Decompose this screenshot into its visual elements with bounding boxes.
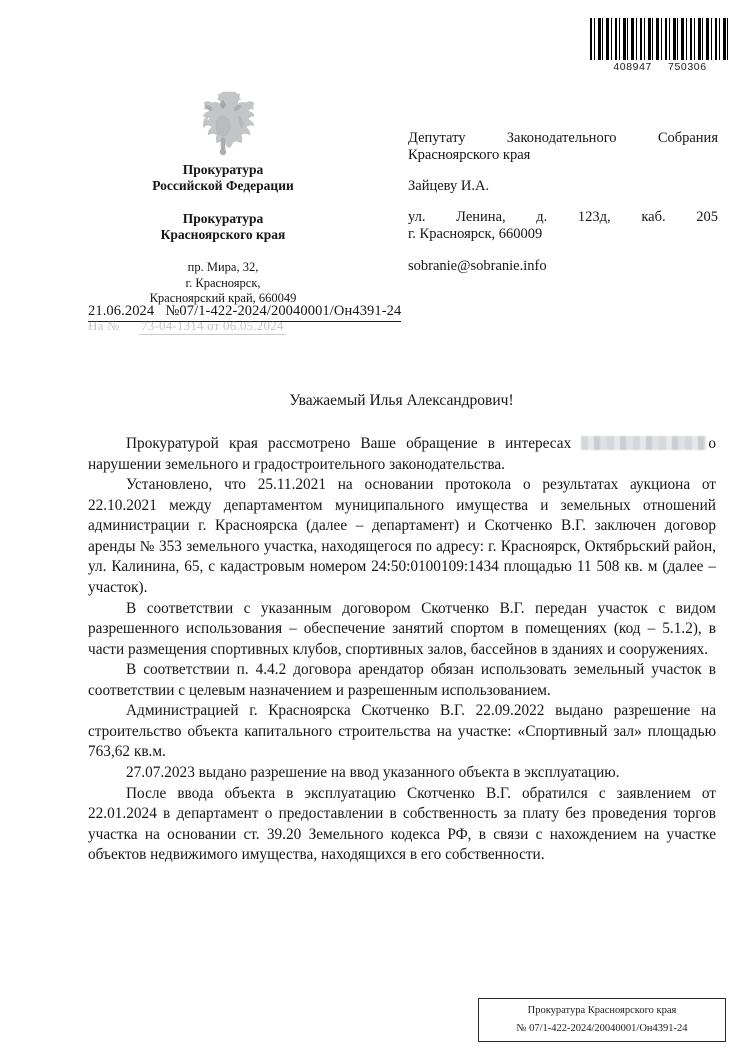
barcode-block	[590, 18, 730, 73]
russian-coat-of-arms-icon	[192, 86, 254, 156]
addressee-block	[408, 130, 718, 275]
reply-to-number: 73-04-1314 от 06.05.2024	[141, 318, 284, 333]
letterhead-org-line3: Прокуратура	[182, 210, 264, 226]
stamp-organization: Прокуратура Красноярского края	[527, 1005, 677, 1016]
letterhead-org-line2: Российской Федерации	[152, 178, 294, 194]
letterhead	[88, 86, 358, 307]
reference-date: 21.06.2024	[88, 303, 155, 319]
addressee-spacer-3	[408, 244, 718, 258]
letterhead-org-primary	[88, 162, 358, 195]
reply-to-label: На №	[88, 318, 120, 333]
barcode-right-digits: 750306	[668, 61, 707, 73]
body-paragraph-7: После ввода объекта в эксплуатацию Скотченко В.Г. обратился с заявлением от 22.01.2024 в департамент о предоставлении в собственность за плату без проведения торгов участка на основании ст. 39.20 Земельного кодекса РФ, в связи с нахождением на участке объектов недвижимого имущества, находящихся в его собственности.	[88, 784, 716, 864]
body-paragraph-2: Установлено, что 25.11.2021 на основании протокола о результатах аукциона от 22.10.2021 между департаментом муниципального имущества и земельных отношений администрации г. Красноярска (далее – департамент) и Скотченко В.Г. заключен договор аренды № 353 земельного участка, находящегося по адресу: г. Красноярск, Октябрьский район, ул. Калинина, 65, с кадастровым номером 24:50:0100109:1434 площадью 11 508 кв. м (далее – участок).	[88, 476, 716, 596]
letterhead-address-line1: пр. Мира, 32,	[187, 259, 259, 274]
body-paragraph-1-part1: Прокуратурой края рассмотрено Ваше обращение в интересах	[126, 435, 572, 452]
redacted-name-block	[581, 436, 706, 450]
addressee-title-line1: Депутату Законодательного Собрания	[408, 130, 718, 146]
addressee-name: Зайцеву И.А.	[408, 178, 490, 195]
addressee-spacer-1	[408, 164, 718, 178]
body-paragraph-1-part2: о нарушении земельного и градостроительного законодательства.	[88, 435, 717, 473]
addressee-address-line2: г. Красноярск, 660009	[408, 226, 543, 243]
letterhead-org-secondary	[88, 211, 358, 244]
body-paragraph-3: В соответствии с указанным договором Скотченко В.Г. передан участок с видом разрешенного использования – обеспечение занятий спортом в помещениях (код – 5.1.2), в части размещения спортивных клубов, спортивных залов, бассейнов в зданиях и сооружениях.	[88, 599, 716, 658]
letterhead-org-line4: Красноярского края	[160, 227, 286, 243]
addressee-spacer-2	[408, 195, 718, 209]
body-paragraph-1	[88, 434, 716, 475]
letter-body	[88, 434, 716, 866]
barcode-digits	[590, 61, 730, 73]
stamp-number: № 07/1-422-2024/20040001/Он4391-24	[516, 1022, 688, 1034]
registration-stamp	[478, 998, 726, 1042]
addressee-address-line1: ул. Ленина, д. 123д, каб. 205	[408, 209, 718, 226]
letterhead-address	[88, 260, 358, 307]
letterhead-org-line1: Прокуратура	[182, 162, 264, 177]
addressee-email: sobranie@sobranie.info	[408, 257, 547, 274]
body-paragraph-6: 27.07.2023 выдано разрешение на ввод указанного объекта в эксплуатацию.	[126, 764, 620, 781]
letterhead-address-line2: г. Красноярск,	[185, 275, 261, 290]
greeting: Уважаемый Илья Александрович!	[289, 392, 514, 409]
letterhead-address-line3: Красноярский край, 660049	[149, 291, 297, 306]
barcode-icon	[590, 18, 728, 60]
reference-number: №07/1-422-2024/20040001/Он4391-24	[165, 303, 402, 319]
addressee-title-line2: Красноярского края	[408, 147, 531, 164]
barcode-left-digits: 408947	[613, 61, 652, 73]
reply-to-line	[88, 318, 488, 334]
body-paragraph-4: В соответствии п. 4.4.2 договора арендатор обязан использовать земельный участок в соответствии с целевым назначением и разрешенным использованием.	[88, 661, 716, 699]
body-paragraph-5: Администрацией г. Красноярска Скотченко В.Г. 22.09.2022 выдано разрешение на строительство объекта капитального строительства на участке: «Спортивный зал» площадью 763,62 кв.м.	[88, 702, 716, 761]
reference-block	[88, 302, 488, 338]
